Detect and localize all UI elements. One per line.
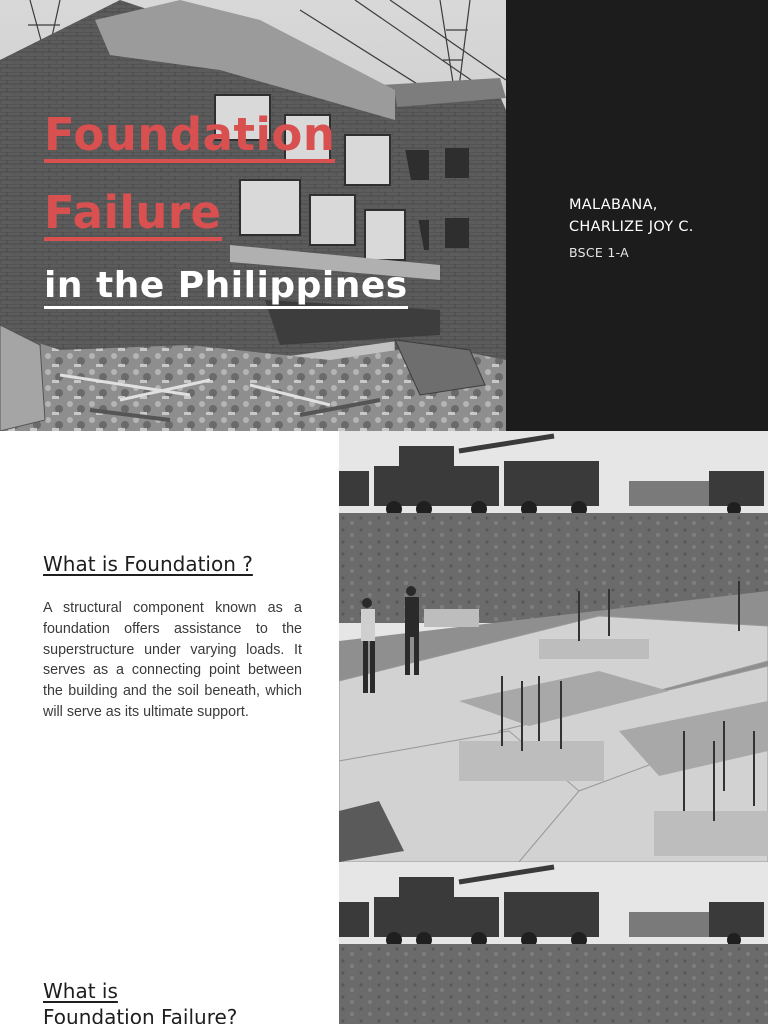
title-line-philippines: in the Philippines bbox=[44, 268, 408, 309]
title-slide bbox=[0, 0, 768, 431]
foundation-definition: A structural component known as a foundation offers assistance to the superstructure under varying loads. It serves as a connecting point between the building and the soil beneath, which will serve as its ultimate support. bbox=[43, 600, 302, 720]
author-course: BSCE 1-A bbox=[569, 245, 630, 260]
construction-site-photo bbox=[339, 862, 768, 1024]
what-is-foundation-failure-slide bbox=[0, 862, 768, 1024]
author-surname: MALABANA, bbox=[569, 197, 658, 213]
section-heading-line-1: What is bbox=[43, 979, 118, 1003]
author-panel bbox=[506, 0, 768, 431]
author-given-name: CHARLIZE JOY C. bbox=[569, 219, 694, 235]
section-heading bbox=[43, 978, 237, 1024]
section-heading: What is Foundation ? bbox=[43, 552, 253, 576]
what-is-foundation-slide bbox=[0, 431, 768, 862]
construction-site-photo bbox=[339, 431, 768, 862]
section-heading-line-2: Foundation Failure? bbox=[43, 1005, 238, 1024]
title-line-foundation: Foundation bbox=[44, 108, 336, 161]
title-line-failure: Failure bbox=[44, 186, 222, 239]
